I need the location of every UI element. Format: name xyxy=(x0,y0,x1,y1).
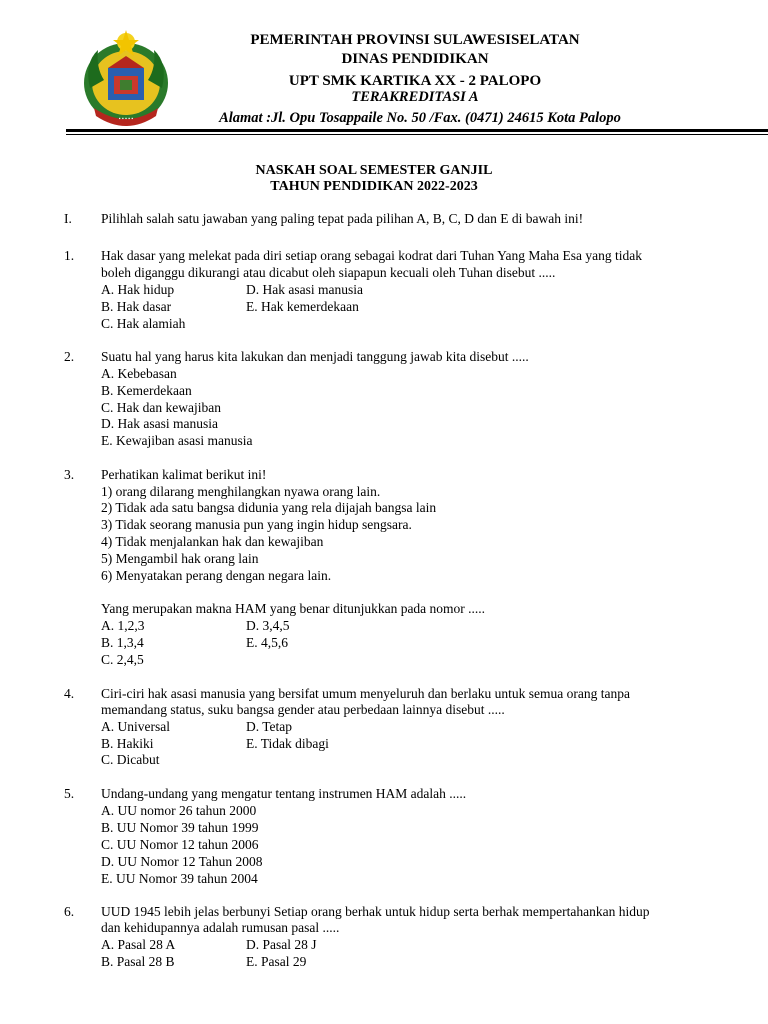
question-number: 1. xyxy=(64,248,75,263)
statement-item: 4) Tidak menjalankan hak dan kewajiban xyxy=(101,534,324,549)
header-divider-thin xyxy=(66,134,768,135)
option-d: D. UU Nomor 12 Tahun 2008 xyxy=(101,854,263,869)
question-number: 5. xyxy=(64,786,75,801)
question-prompt: Yang merupakan makna HAM yang benar ditunjukkan pada nomor ..... xyxy=(101,601,486,616)
question-text: Ciri-ciri hak asasi manusia yang bersifat umum menyeluruh dan berlaku untuk semua orang tanpa xyxy=(101,686,630,701)
question-text: Suatu hal yang harus kita lakukan dan menjadi tanggung jawab kita disebut ..... xyxy=(101,349,529,364)
option-a: A. Kebebasan xyxy=(101,366,177,381)
option-b: B. Pasal 28 B xyxy=(101,954,175,969)
header-address: Alamat :Jl. Opu Tosappaile No. 50 /Fax. (0471) 24615 Kota Palopo xyxy=(219,110,621,126)
option-b: B. Kemerdekaan xyxy=(101,383,192,398)
header-department: DINAS PENDIDIKAN xyxy=(341,51,489,67)
option-b: B. Hak dasar xyxy=(101,299,172,314)
question-text: Perhatikan kalimat berikut ini! xyxy=(101,467,267,482)
option-d: D. Tetap xyxy=(246,719,293,734)
option-d: D. Hak asasi manusia xyxy=(246,282,363,297)
provincial-emblem-icon xyxy=(76,28,176,128)
statement-item: 6) Menyatakan perang dengan negara lain. xyxy=(101,568,332,583)
question-number: 4. xyxy=(64,686,75,701)
option-d: D. Pasal 28 J xyxy=(246,937,317,952)
header-government: PEMERINTAH PROVINSI SULAWESISELATAN xyxy=(250,32,580,48)
exam-year: TAHUN PENDIDIKAN 2022-2023 xyxy=(270,179,478,194)
option-a: A. Universal xyxy=(101,719,170,734)
svg-text:▪ ▪ ▪ ▪ ▪: ▪ ▪ ▪ ▪ ▪ xyxy=(118,116,134,122)
question-text: dan kehidupannya adalah rumusan pasal ..... xyxy=(101,920,340,935)
option-a: A. UU nomor 26 tahun 2000 xyxy=(101,803,257,818)
exam-title: NASKAH SOAL SEMESTER GANJIL xyxy=(255,163,493,178)
question-number: 2. xyxy=(64,349,75,364)
option-e: E. Hak kemerdekaan xyxy=(246,299,359,314)
header-divider-thick xyxy=(66,129,768,132)
option-e: E. Kewajiban asasi manusia xyxy=(101,433,253,448)
option-a: A. Pasal 28 A xyxy=(101,937,176,952)
option-d: D. Hak asasi manusia xyxy=(101,416,218,431)
question-text: boleh diganggu dikurangi atau dicabut oleh siapapun kecuali oleh Tuhan disebut ..... xyxy=(101,265,556,280)
statement-item: 5) Mengambil hak orang lain xyxy=(101,551,259,566)
option-c: C. Hak dan kewajiban xyxy=(101,400,221,415)
question-text: UUD 1945 lebih jelas berbunyi Setiap orang berhak untuk hidup serta berhak mempertahankan hidup xyxy=(101,904,650,919)
option-a: A. 1,2,3 xyxy=(101,618,145,633)
option-c: C. 2,4,5 xyxy=(101,652,144,667)
option-c: C. UU Nomor 12 tahun 2006 xyxy=(101,837,259,852)
question-text: Undang-undang yang mengatur tentang instrumen HAM adalah ..... xyxy=(101,786,467,801)
option-c: C. Dicabut xyxy=(101,752,160,767)
section-instruction: Pilihlah salah satu jawaban yang paling tepat pada pilihan A, B, C, D dan E di bawah ini! xyxy=(101,211,584,226)
header-accreditation: TERAKREDITASI A xyxy=(351,89,479,105)
option-b: B. UU Nomor 39 tahun 1999 xyxy=(101,820,259,835)
option-c: C. Hak alamiah xyxy=(101,316,186,331)
option-e: E. Tidak dibagi xyxy=(246,736,329,751)
question-text: memandang status, suku bangsa gender atau perbedaan lainnya disebut ..... xyxy=(101,702,505,717)
option-e: E. 4,5,6 xyxy=(246,635,288,650)
statement-item: 2) Tidak ada satu bangsa didunia yang rela dijajah bangsa lain xyxy=(101,500,437,515)
statement-item: 3) Tidak seorang manusia pun yang ingin hidup sengsara. xyxy=(101,517,412,532)
option-e: E. Pasal 29 xyxy=(246,954,307,969)
option-e: E. UU Nomor 39 tahun 2004 xyxy=(101,871,258,886)
question-number: 6. xyxy=(64,904,75,919)
section-number: I. xyxy=(64,211,72,226)
question-number: 3. xyxy=(64,467,75,482)
option-b: B. Hakiki xyxy=(101,736,154,751)
statement-item: 1) orang dilarang menghilangkan nyawa orang lain. xyxy=(101,484,381,499)
option-a: A. Hak hidup xyxy=(101,282,175,297)
option-b: B. 1,3,4 xyxy=(101,635,144,650)
question-text: Hak dasar yang melekat pada diri setiap orang sebagai kodrat dari Tuhan Yang Maha Esa yang tidak xyxy=(101,248,642,263)
header-school: UPT SMK KARTIKA XX - 2 PALOPO xyxy=(288,73,542,89)
option-d: D. 3,4,5 xyxy=(246,618,290,633)
